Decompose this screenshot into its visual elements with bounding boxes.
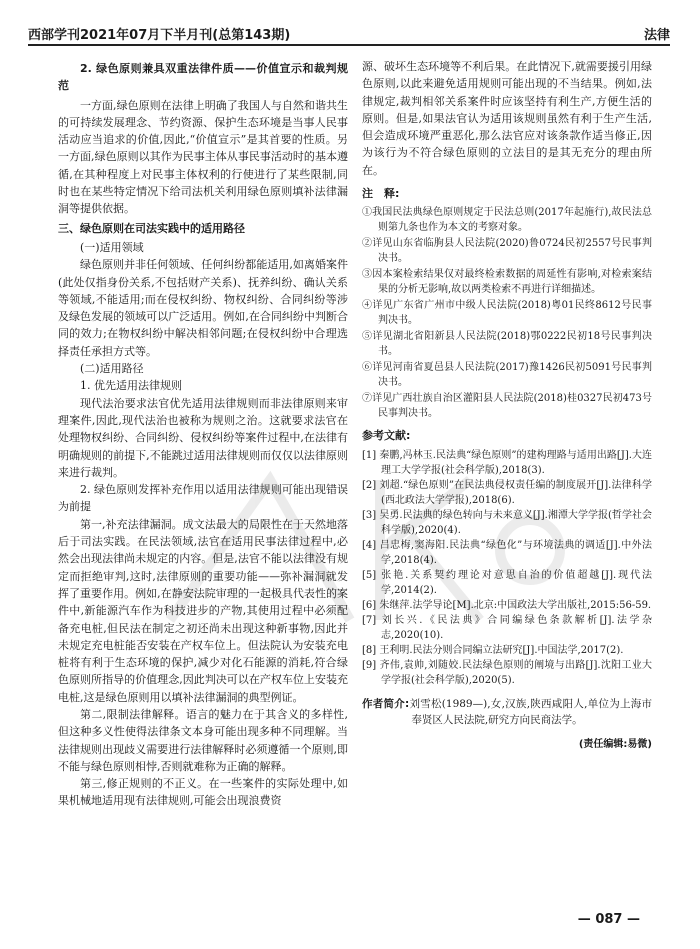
reference-item: [6] 朱继萍.法学导论[M].北京:中国政法大学出版社,2015:56-59. [362,599,652,611]
section-heading: 三、绿色原则在司法实践中的适用路径 [58,221,245,235]
note-item: ②详见山东省临朐县人民法院(2020)鲁0724民初2557号民事判决书。 [362,238,652,265]
reference-item: [7] 刘长兴.《民法典》合同编绿色条款解析[J].法学杂志,2020(10). [362,614,652,641]
section-label: 法律 [643,28,670,43]
editor-credit: (责任编辑:易微) [578,738,652,750]
subsection-heading: (二)适用路径 [80,362,144,376]
references-list [362,448,652,688]
subsection-heading: 2. 绿色原则兼具双重法律件质——价值宣示和裁判规范 [58,62,348,93]
paragraph: 第三,修正规则的不正义。在一些案件的实际处理中,如果机械地适用现有法律规则,可能会出现浪费资 [58,777,348,808]
page-number: — 087 — [577,912,640,927]
reference-item: [4] 吕忠梅,窦海阳.民法典“绿色化”与环境法典的调适[J].中外法学,2018(4). [362,539,652,566]
paragraph: 源、破坏生态环境等不利后果。在此情况下,就需要援引用绿色原则,以此来避免适用规则可能出现的不当结果。例如,法律规定,裁判相邻关系案件时应该坚持有利生产,方便生活的原则。但是,如果法官认为适用该规则虽然有利于生产生活,但会造成环境严重恶化,那么法官应对该条款作适当修正,因为该行为不符合绿色原则的立法目的是其无充分的理由所在。 [362,60,652,177]
subsection-heading: 2. 绿色原则发挥补充作用以适用法律规则可能出现错误为前提 [58,483,348,514]
journal-brand: 西部学刊2021年07月下半月刊(总第143期) [28,28,291,43]
references-title: 参考文献: [362,429,411,443]
reference-item: [9] 齐伟,袁帅,刘随姣.民法绿色原则的阐境与出路[J].沈阳工业大学学报(社会科学版),2020(5). [362,659,652,686]
reference-item: [3] 吴勇.民法典的绿色转向与未来意义[J].湘潭大学学报(哲学社会科学版),2020(4). [362,509,652,536]
note-item: ⑥详见河南省夏邑县人民法院(2017)豫1426民初5091号民事判决书。 [362,362,652,389]
note-item: ⑤详见湖北省阳新县人民法院(2018)鄂0222民初18号民事判决书。 [362,331,652,358]
note-item: ①我国民法典绿色原则规定于民法总则(2017年起施行),故民法总则第九条也作为本文的考察对象。 [362,207,652,234]
notes-list [362,205,652,421]
notes-title: 注 释: [362,187,400,201]
subsection-heading: (一)适用领域 [80,240,144,254]
reference-item: [1] 秦鹏,冯林玉.民法典“绿色原则”的建构理路与适用出路[J].大连理工大学学报(社会科学版),2018(3). [362,449,652,476]
reference-item: [5] 张艳.关系契约理论对意思自治的价值超越[J].现代法学,2014(2). [362,569,652,596]
paragraph: 绿色原则并非任何领域、任何纠纷都能适用,如离婚案件(此处仅指身份关系,不包括财产关系)、抚养纠纷、确认关系等领域,不能适用;而在侵权纠纷、物权纠纷、合同纠纷等涉及绿色发展的领域可以广泛适用。例如,在合同纠纷中判断合同的效力;在物权纠纷中解决相邻问题;在侵权纠纷中合理选择责任承担方式等。 [58,258,348,358]
reference-item: [2] 刘超.“绿色原则”在民法典侵权责任编的制度展开[J].法律科学(西北政法大学学报),2018(6). [362,479,652,506]
note-item: ③因本案检索结果仅对最终检索数据的周延性有影响,对检索案结果的分析无影响,故以两类检索不再进行详细描述。 [362,269,652,296]
paragraph: 第一,补充法律漏洞。成文法最大的局限性在于天然地落后于司法实践。在民法领域,法官在适用民事法律过程中,必然会出现法律尚未规定的内容。但是,法官不能以法律没有规定而拒绝审判,这时,法律原则的重要功能——弥补漏洞就发挥了重要作用。例如,在静安法院审理的一起极具代表性的案件中,新能源汽车作为科技进步的产物,其使用过程中必须配备充电桩,但民法在制定之初还尚未出现这种新事物,因此并未规定充电桩能否安装在产权车位上。但法院认为安装充电桩将有利于生态环境的保护,减少对化石能源的消耗,符合绿色原则所指导的价值理念,因此判决可以在产权车位上安装充电桩,这是绿色原则用以填补法律漏洞的典型例证。 [58,517,348,704]
author-text: 刘雪松(1989—),女,汉族,陕西咸阳人,单位为上海市奉贤区人民法院,研究方向民商法学。 [409,697,653,726]
paragraph: 第二,限制法律解释。语言的魅力在于其含义的多样性,但这种多义性使得法律条文本身可能出现多种不同理解。当法律规则出现歧义需要进行法律解释时必须遵循一个原则,即不能与绿色原则相悖,否则就难称为正确的解释。 [58,707,348,773]
note-item: ⑦详见广西壮族自治区灌阳县人民法院(2018)桂0327民初473号民事判决书。 [362,393,652,420]
note-item: ④详见广东省广州市中级人民法院(2018)粤01民终8612号民事判决书。 [362,300,652,327]
author-bio [362,696,652,728]
reference-item: [8] 王利明.民法分则合同编立法研究[J].中国法学,2017(2). [362,644,624,656]
right-column [362,58,652,753]
subsection-heading: 1. 优先适用法律规则 [80,379,182,393]
paragraph: 现代法治要求法官优先适用法律规则而非法律原则来审理案件,因此,现代法治也被称为规则之治。这就要求法官在处理物权纠纷、合同纠纷、侵权纠纷等案件过程中,在法律有明确规则的前提下,不能跳过适用法律规则而仅仅以法律原则来进行裁判。 [58,396,348,479]
author-label: 作者简介: [362,697,410,710]
paragraph: 一方面,绿色原则在法律上明确了我国人与自然和谐共生的可持续发展理念、节约资源、保护生态环境是当事人民事活动应当追求的价值,因此,“价值宣示”是其首要的性质。另一方面,绿色原则以其作为民事主体从事民事活动时的基本遵循,在其种程度上对民事主体权利的行使进行了某些限制,同时也在某些特定情况下给司法机关利用绿色原则填补法律漏洞等提供依据。 [58,98,348,216]
left-column [58,58,348,810]
page-header [28,22,670,46]
